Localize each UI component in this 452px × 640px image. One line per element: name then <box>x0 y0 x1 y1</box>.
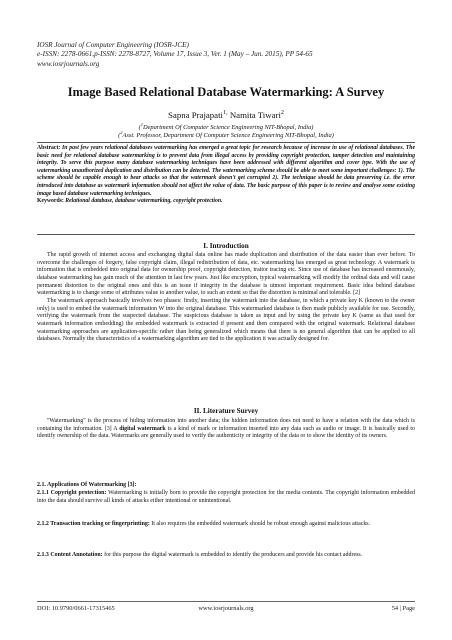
survey-paragraph-1 <box>37 418 415 441</box>
footer-website[interactable]: www.iosrjournals.org <box>198 605 254 612</box>
intro-paragraph-1: The rapid growth of internet access and exchanging digital data online has made duplication and distribution of the data easier than ever before. To overcome the challenges of forgery, false copyright claim, illegal redistribution of data, etc. watermarking has emerged as great technology. A watermark is information that is embedded into original data for ownership proof, copyright detection, traitor tracing etc. Since use of database has increased enormously, database watermarking has gain much of the attention in last few years. Just like encryption, typical watermarking will modify the ordinal data and will cause permanent distortion to the original ones and this is an issue if integrity in the database is utmost important requirement. Basic idea behind database watermarking is to change some of attributes value to another value, to such an extent so that the distortion is minimal and tolerable. [2] <box>37 252 415 297</box>
section-2-heading: II. Literature Survey <box>193 407 259 415</box>
affiliation-2-text: Asst. Professor, Department Of Computer Science Engineering NIT-Bhopal, India) <box>122 132 334 139</box>
survey-p1-end: is a kind of mark or information inserted into any data such as audio or image. It is basically used to identify ownership of the data. Watermarks are generally used to verify the authenticity or integrity of the data or to show the identity of its owners. <box>37 425 415 440</box>
journal-name: IOSR Journal of Computer Engineering (IOSR-JCE) <box>37 41 189 49</box>
section-1-body <box>37 252 415 344</box>
paper-title: Image Based Relational Database Watermarking: A Survey <box>67 85 385 99</box>
subsection-2-1-2 <box>37 521 415 529</box>
keywords-text: Relational database, database watermarking, copyright protection. <box>65 198 223 205</box>
subsection-2-1-3 <box>37 552 415 560</box>
footer-page-number: 54 | Page <box>391 605 415 612</box>
subsection-2-1-heading: 2.1. Applications Of Watermarking [3]: <box>37 482 137 488</box>
subsection-2-1-1 <box>37 490 415 505</box>
keywords <box>37 198 415 206</box>
affiliation-1-text: Department Of Computer Science Engineering NIT-Bhopal, India) <box>142 124 314 131</box>
intro-paragraph-2: The watermark approach basically involves two phases: firstly, inserting the watermark into the database, in which a private key K (known to the owner only) is used to embed the watermark information W into the original database. This watermarked database is then made publicly available for use. Secondly, verifying the watermark from the suspected database. The suspicious database is taken as input and by using the private key K (same as that used for watermark information embedding) the embedded watermark is extracted if present and then compared with the original watermark. Relational database watermarking approaches are application-specific rather than being generalized which means that there is no general algorithm that can be applied to all databases. Normally the characteristics of a watermarking algorithm are tied to the application it was actually designed for. <box>37 297 415 343</box>
section-2-body <box>37 418 415 441</box>
author-2: Namita Tiwari <box>229 110 281 120</box>
abstract-label: Abstract: <box>37 145 61 151</box>
affiliation-1: ($^1$Department Of Computer Science Engineering NIT-Bhopal, India) <box>138 121 314 131</box>
author-2-sup: 2 <box>280 110 284 117</box>
page-footer <box>37 601 415 614</box>
affiliation-1-sup: 1 <box>140 121 143 127</box>
abstract-text: In past few years relational databases watermarking has emerged a great topic for research because of increase in use of relational databases. The basic need for relational database watermarking is to prevent data from illegal access by providing copyright protection, tamper detection and maintaining integrity. To serve this purpose many database watermarking techniques have been addressed with different algorithm and cover type. With the use of watermarking unauthorized duplication and distribution can be detected. The watermarking scheme should be able to meet some important challenges: 1). The scheme should be capable enough to bear attacks so that the watermark doesn't get corrupted 2). The technique should be data preserving i.e. the error introduced into database as watermark information should not affect the value of data. The basic purpose of this paper is to review and analyse some existing image based database watermarking techniques. <box>37 145 416 197</box>
subsection-2-1-1-label: 2.1.1 Copyright protection: <box>37 490 107 496</box>
abstract <box>37 145 415 198</box>
author-line <box>0 110 452 121</box>
journal-website[interactable]: www.iosrjournals.org <box>37 59 100 68</box>
author-1: Sapna Prajapati <box>168 110 223 120</box>
footer-doi: DOI: 10.9790/0661-17315465 <box>37 605 115 612</box>
subsection-2-1-3-label: 2.1.3 Content Annotation: <box>37 552 103 558</box>
author-1-sup: 1, <box>222 110 228 117</box>
survey-p1-start: "Watermarking" is the process of hiding information into another data; the hidden information does not need to have a relation with the data which is containing the information. [3] A <box>37 418 415 432</box>
survey-p1-bold: digital watermark <box>119 425 166 432</box>
section-1-heading: I. Introduction <box>203 242 249 250</box>
subsection-2-1-2-text: It also requires the embedded watermark should be robust enough against malicious attacks. <box>149 521 371 527</box>
journal-header <box>37 41 337 69</box>
journal-issn: e-ISSN: 2278-0661,p-ISSN: 2278-8727, Volume 17, Issue 3, Ver. 1 (May – Jun. 2015), PP 54-65 <box>37 50 313 59</box>
subsection-2-1-3-text: for this purpose the digital watermark is embedded to identify the producers and provide his contact address. <box>102 552 363 558</box>
affiliation-2-sup: 2 <box>120 129 123 135</box>
subsection-2-1-2-label: 2.1.2 Transaction tracking or fingerprinting: <box>37 521 150 527</box>
subsection-2-1-1-text: Watermarking is initially born to provide the copyright protection for the media contents. The copyright information embedded into the data should survive all kinds of attacks either intentional or unintentional. <box>37 490 416 504</box>
keywords-label: Keywords: <box>37 198 64 205</box>
affiliation-2: ($^2$Asst. Professor, Department Of Computer Science Engineering NIT-Bhopal, India) <box>118 129 334 139</box>
abstract-box <box>37 142 415 235</box>
